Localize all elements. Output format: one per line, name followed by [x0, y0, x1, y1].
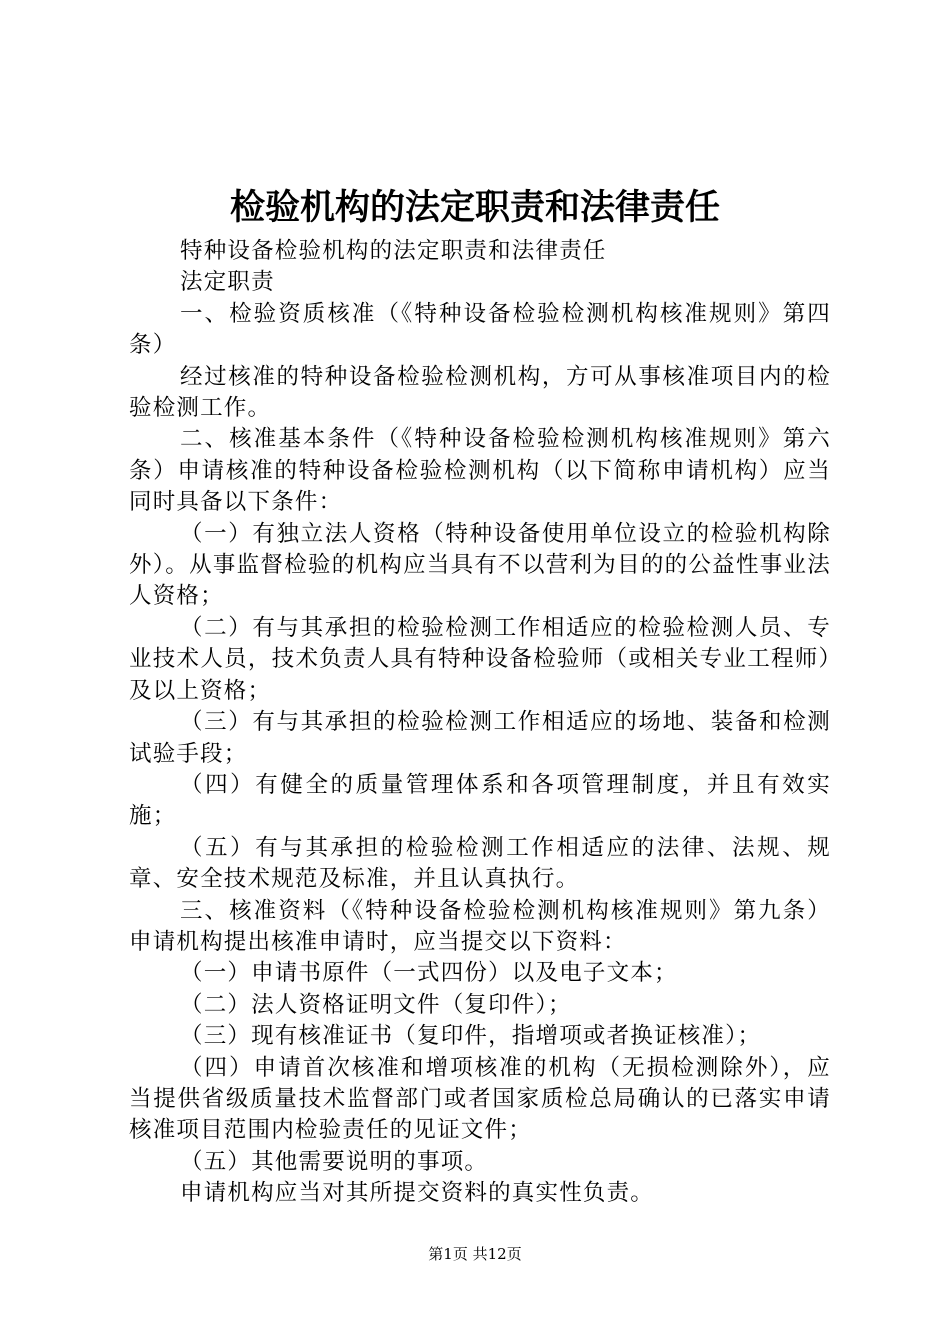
paragraph: （一）申请书原件（一式四份）以及电子文本；: [180, 960, 678, 987]
paragraph: 二、核准基本条件（《特种设备检验检测机构核准规则》第六条）申请核准的特种设备检验检测机构（以下简称申请机构）应当同时具备以下条件：: [129, 426, 831, 516]
paragraph-subtitle: 特种设备检验机构的法定职责和法律责任: [180, 238, 607, 264]
paragraph: （二）法人资格证明文件（复印件）；: [180, 991, 572, 1018]
document-body: [129, 236, 831, 1210]
paragraph: （五）有与其承担的检验检测工作相适应的法律、法规、规章、安全技术规范及标准，并且认真执行。: [129, 834, 831, 893]
document-title: 检验机构的法定职责和法律责任: [229, 187, 720, 228]
paragraph: 三、核准资料（《特种设备检验检测机构核准规则》第九条）申请机构提出核准申请时，应当提交以下资料：: [129, 897, 831, 955]
paragraph: 经过核准的特种设备检验检测机构，方可从事核准项目内的检验检测工作。: [129, 363, 831, 422]
paragraph: （二）有与其承担的检验检测工作相适应的检验检测人员、专业技术人员，技术负责人具有特种设备检验师（或相关专业工程师）及以上资格；: [129, 614, 831, 704]
page-number-footer: 第1页 共12页: [428, 1245, 522, 1263]
paragraph: （三）有与其承担的检验检测工作相适应的场地、装备和检测试验手段；: [129, 709, 831, 767]
paragraph: （五）其他需要说明的事项。: [180, 1148, 489, 1175]
paragraph: （一）有独立法人资格（特种设备使用单位设立的检验机构除外）。从事监督检验的机构应当具有不以营利为目的的公益性事业法人资格；: [129, 520, 831, 610]
paragraph: 一、检验资质核准（《特种设备检验检测机构核准规则》第四条）: [129, 300, 831, 359]
paragraph: （三）现有核准证书（复印件，指增项或者换证核准）；: [180, 1023, 762, 1050]
paragraph: （四）申请首次核准和增项核准的机构（无损检测除外），应当提供省级质量技术监督部门或者国家质检总局确认的已落实申请核准项目范围内检验责任的见证文件；: [129, 1054, 831, 1144]
paragraph: 申请机构应当对其所提交资料的真实性负责。: [180, 1180, 655, 1207]
paragraph: （四）有健全的质量管理体系和各项管理制度，并且有效实施；: [129, 771, 831, 830]
paragraph-section-heading: 法定职责: [180, 269, 275, 296]
